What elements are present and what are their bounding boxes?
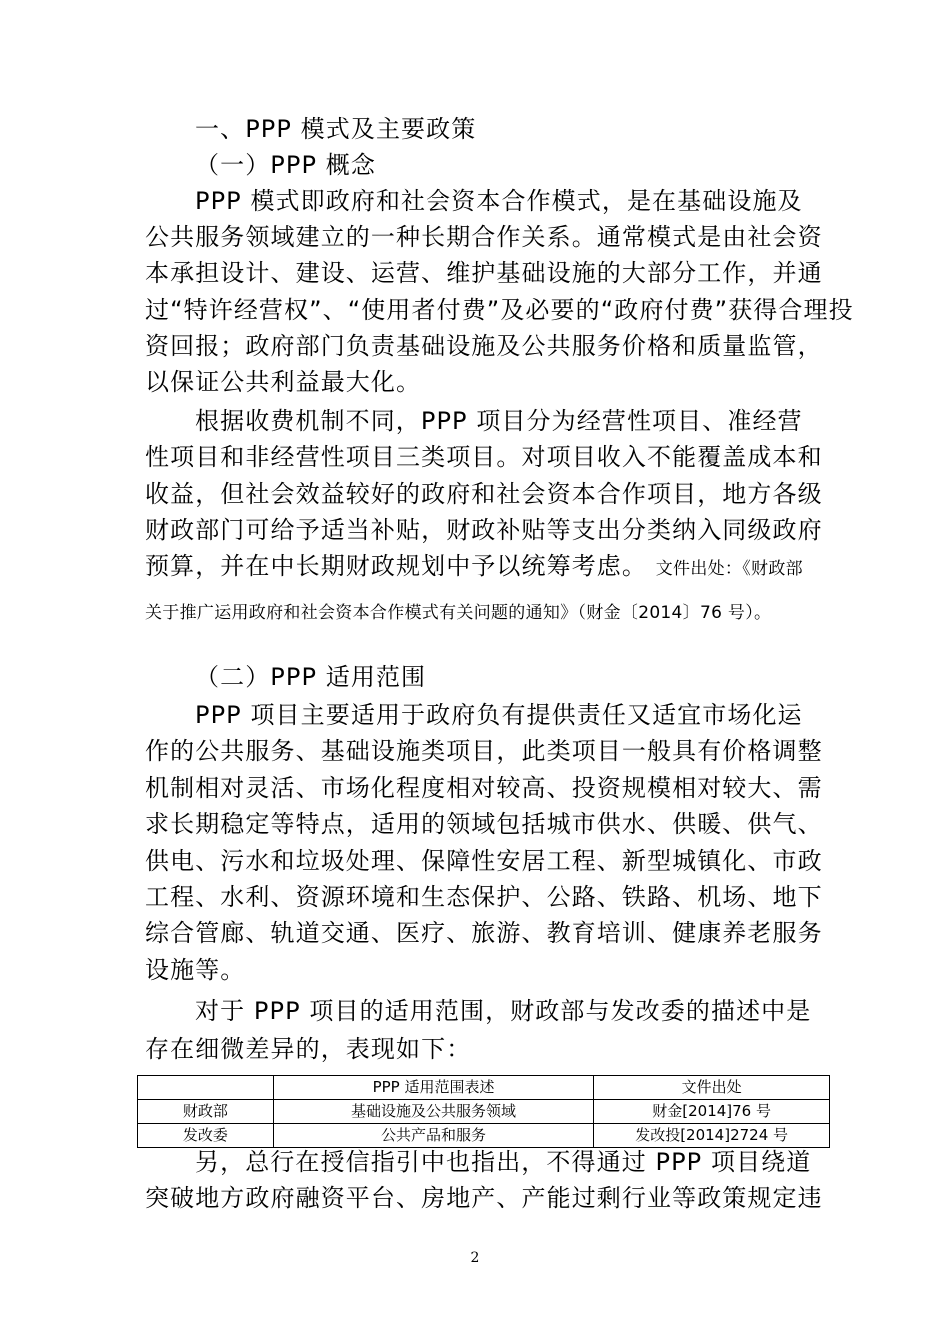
paragraph-line: 突破地方政府融资平台、房地产、产能过剩行业等政策规定违 xyxy=(145,1184,823,1212)
paragraph-line: PPP 项目主要适用于政府负有提供责任又适宜市场化运 xyxy=(195,701,803,729)
paragraph-line: 工程、水利、资源环境和生态保护、公路、铁路、机场、地下 xyxy=(145,883,823,911)
table-cell: 财政部 xyxy=(138,1100,274,1124)
table-cell: 发改投[2014]2724 号 xyxy=(594,1124,830,1148)
page-number: 2 xyxy=(470,1250,480,1266)
paragraph-line: 综合管廊、轨道交通、医疗、旅游、教育培训、健康养老服务 xyxy=(145,919,823,947)
table-row xyxy=(138,1100,830,1124)
table-header-cell xyxy=(138,1076,274,1100)
paragraph-line: PPP 模式即政府和社会资本合作模式，是在基础设施及 xyxy=(195,187,803,215)
paragraph-line: 资回报；政府部门负责基础设施及公共服务价格和质量监管， xyxy=(145,332,823,360)
section-title-scope: （二）PPP 适用范围 xyxy=(195,663,427,691)
section-title-concept: （一）PPP 概念 xyxy=(195,151,376,179)
scope-comparison-table xyxy=(137,1075,830,1148)
table-header-cell: 文件出处 xyxy=(594,1076,830,1100)
table-cell: 财金[2014]76 号 xyxy=(594,1100,830,1124)
paragraph-line: 供电、污水和垃圾处理、保障性安居工程、新型城镇化、市政 xyxy=(145,847,823,875)
paragraph-line: 设施等。 xyxy=(145,956,246,984)
paragraph-line: 求长期稳定等特点，适用的领域包括城市供水、供暖、供气、 xyxy=(145,810,823,838)
table-row xyxy=(138,1124,830,1148)
paragraph-line: 另，总行在授信指引中也指出，不得通过 PPP 项目绕道 xyxy=(195,1148,812,1176)
paragraph-line: 性项目和非经营性项目三类项目。对项目收入不能覆盖成本和 xyxy=(145,443,823,471)
paragraph-line-with-source xyxy=(145,551,803,584)
table-header-cell: PPP 适用范围表述 xyxy=(273,1076,593,1100)
paragraph-line: 收益，但社会效益较好的政府和社会资本合作项目，地方各级 xyxy=(145,480,823,508)
table-cell: 发改委 xyxy=(138,1124,274,1148)
paragraph-line: 公共服务领域建立的一种长期合作关系。通常模式是由社会资 xyxy=(145,223,823,251)
paragraph-line: 存在细微差异的，表现如下： xyxy=(145,1035,472,1063)
paragraph-line: 机制相对灵活、市场化程度相对较高、投资规模相对较大、需 xyxy=(145,774,823,802)
table-header-row xyxy=(138,1076,830,1100)
paragraph-line: 以保证公共利益最大化。 xyxy=(145,368,422,396)
heading-ppp-mode: 一、PPP 模式及主要政策 xyxy=(195,115,477,143)
source-citation-start: 文件出处：《财政部 xyxy=(655,559,803,579)
source-citation-end: 关于推广运用政府和社会资本合作模式有关问题的通知》（财金〔2014〕76 号）。 xyxy=(145,603,772,623)
paragraph-line: 根据收费机制不同，PPP 项目分为经营性项目、准经营 xyxy=(195,407,803,435)
paragraph-line: 本承担设计、建设、运营、维护基础设施的大部分工作，并通 xyxy=(145,259,823,287)
paragraph-line: 对于 PPP 项目的适用范围，财政部与发改委的描述中是 xyxy=(195,997,812,1025)
paragraph-line: 过“特许经营权”、“使用者付费”及必要的“政府付费”获得合理投 xyxy=(145,296,854,324)
paragraph-text: 预算，并在中长期财政规划中予以统筹考虑。 xyxy=(145,552,647,580)
table-cell: 公共产品和服务 xyxy=(273,1124,593,1148)
paragraph-line: 财政部门可给予适当补贴，财政补贴等支出分类纳入同级政府 xyxy=(145,516,823,544)
table-cell: 基础设施及公共服务领域 xyxy=(273,1100,593,1124)
paragraph-line: 作的公共服务、基础设施类项目，此类项目一般具有价格调整 xyxy=(145,737,823,765)
